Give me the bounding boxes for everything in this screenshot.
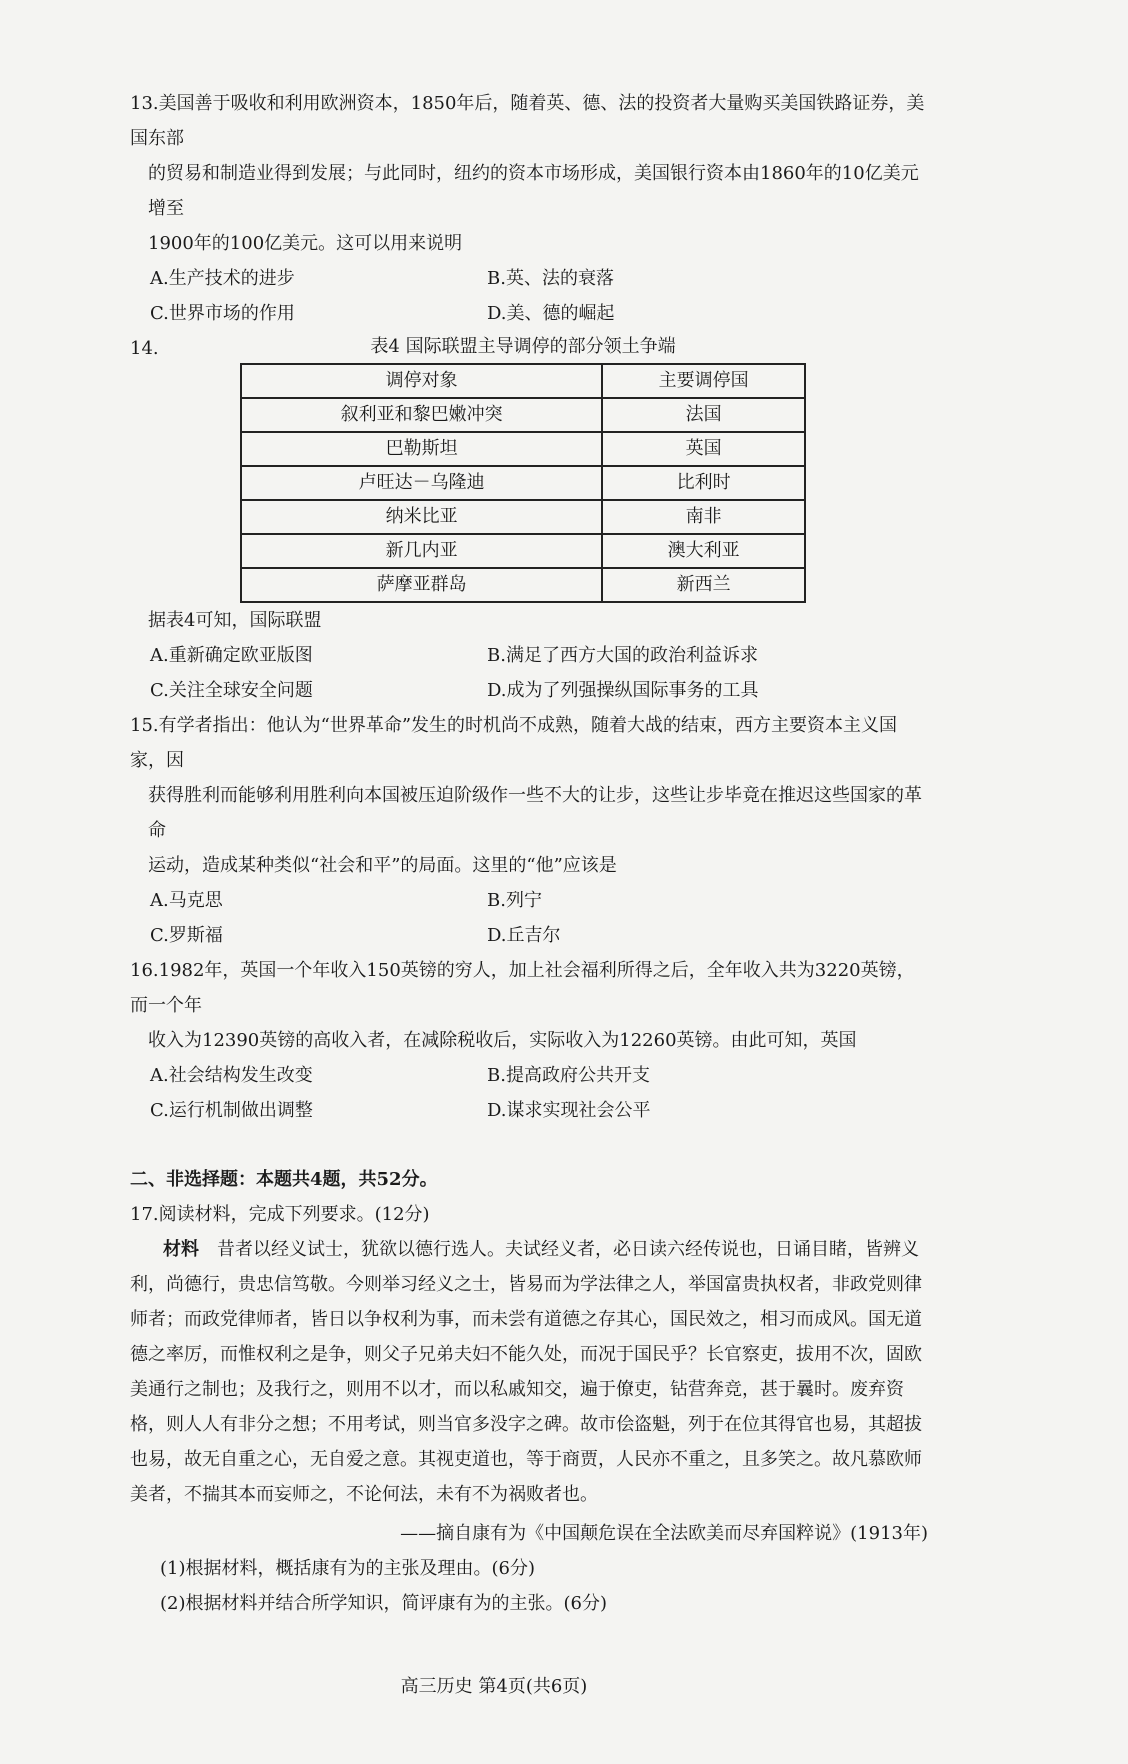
table-row [241, 534, 805, 568]
dispute-table [240, 363, 806, 603]
table-header-row [241, 364, 805, 398]
table-cell: 萨摩亚群岛 [241, 568, 602, 602]
q15-option-a: A.马克思 [150, 890, 223, 911]
table-row [241, 466, 805, 500]
q14-option-b: B.满足了西方大国的政治利益诉求 [487, 645, 758, 666]
table-cell: 卢旺达－乌隆迪 [241, 466, 602, 500]
q16-option-d: D.谋求实现社会公平 [487, 1100, 651, 1121]
section-heading: 二、非选择题：本题共4题，共52分。 [130, 1169, 438, 1190]
q16-option-c: C.运行机制做出调整 [150, 1100, 313, 1121]
material-line: 祸败者也。 [508, 1484, 598, 1505]
q13-option-b: B.英、法的衰落 [487, 268, 614, 289]
table-cell: 新西兰 [602, 568, 805, 602]
page-footer: 高三历史 第4页(共6页) [400, 1676, 588, 1697]
q15-options [130, 883, 928, 953]
q17-title: 17.阅读材料，完成下列要求。(12分) [130, 1204, 430, 1225]
table-row [241, 568, 805, 602]
material-source: ——摘自康有为《中国颠危误在全法欧美而尽弃国粹说》(1913年) [400, 1523, 928, 1544]
q16-option-b: B.提高政府公共开支 [487, 1065, 650, 1086]
table-header: 调停对象 [241, 364, 602, 398]
q13-line-3: 1900年的100亿美元。这可以用来说明 [148, 233, 463, 254]
material-label: 材料 [163, 1239, 199, 1260]
material-line: 党律师者，皆日以争权利为事，而未尝有道德之存其心，国民效之，相习而成风。国无道德之率厉，而惟权 [130, 1309, 922, 1365]
table-row [241, 398, 805, 432]
q13-options [130, 261, 928, 331]
table-container [240, 331, 806, 603]
table-cell: 澳大利亚 [602, 534, 805, 568]
q16-options [130, 1058, 928, 1128]
q16-option-a: A.社会结构发生改变 [150, 1065, 313, 1086]
q14-table-block [130, 331, 928, 603]
q15-line-2: 获得胜利而能够利用胜利向本国被压迫阶级作一些不大的让步，这些让步毕竟在推迟这些国家的革命 [148, 785, 922, 841]
table-cell: 法国 [602, 398, 805, 432]
q14-option-d: D.成为了列强操纵国际事务的工具 [487, 680, 759, 701]
table-row [241, 500, 805, 534]
table-cell: 比利时 [602, 466, 805, 500]
q15-option-b: B.列宁 [487, 890, 542, 911]
material-line: 则用不以才，而以私戚知交，遍于僚吏，钻营奔竞，甚于曩时。废弃资格，则人人有非分之想；不用考试， [130, 1379, 904, 1435]
q14-option-a: A.重新确定欧亚版图 [150, 645, 313, 666]
q15-line-3: 运动，造成某种类似“社会和平”的局面。这里的“他”应该是 [148, 855, 617, 876]
table-cell: 叙利亚和黎巴嫩冲突 [241, 398, 602, 432]
table-title: 表4 国际联盟主导调停的部分领土争端 [370, 336, 676, 357]
q17-sub-question-1: (1)根据材料，概括康有为的主张及理由。(6分) [160, 1558, 535, 1579]
material-line: 吏道也，等于商贾，人民亦不重之，且多笑之。故凡慕欧师美者，不揣其本而妄师之，不论何法，未有不为 [130, 1449, 922, 1505]
q16-line-2: 收入为12390英镑的高收入者，在减除税收后，实际收入为12260英镑。由此可知，英国 [148, 1030, 857, 1051]
material-line: 昔者以经义试士，犹欲以德行选人。夫试经义者，必日读六经传说也，日诵目睹，皆辨义利，尚 [130, 1239, 919, 1295]
q13-option-d: D.美、德的崛起 [487, 303, 615, 324]
table-cell: 英国 [602, 432, 805, 466]
material-line: 德行，贵忠信笃敬。今则举习经义之士，皆易而为学法律之人，举国富贵执权者，非政党则律师者；而政 [130, 1274, 922, 1330]
q13-option-a: A.生产技术的进步 [150, 268, 295, 289]
q13-line-2: 的贸易和制造业得到发展；与此同时，纽约的资本市场形成，美国银行资本由1860年的10亿美元增至 [148, 163, 919, 219]
q15-option-c: C.罗斯福 [150, 925, 223, 946]
material-line: 则当官多没字之碑。故市侩盗魁，列于在位其得官也易，其超拔也易，故无自重之心，无自爱之意。其视 [130, 1414, 922, 1470]
q15-line-1: 15.有学者指出：他认为“世界革命”发生的时机尚不成熟，随着大战的结束，西方主要资本主义国家，因 [130, 715, 898, 771]
table-header: 主要调停国 [602, 364, 805, 398]
q14-options [130, 638, 928, 708]
table-cell: 巴勒斯坦 [241, 432, 602, 466]
material-paragraph [130, 1232, 928, 1512]
table-row [241, 432, 805, 466]
material-line: 利之是争，则父子兄弟夫妇不能久处，而况于国民乎？长官察吏，拔用不次，固欧美通行之制也；及我行之， [130, 1344, 922, 1400]
table-cell: 纳米比亚 [241, 500, 602, 534]
q14-option-c: C.关注全球安全问题 [150, 680, 313, 701]
q13-option-c: C.世界市场的作用 [150, 303, 295, 324]
table-cell: 南非 [602, 500, 805, 534]
q15-option-d: D.丘吉尔 [487, 925, 561, 946]
table-cell: 新几内亚 [241, 534, 602, 568]
q14-number: 14. [130, 338, 159, 359]
q13-line-1: 13.美国善于吸收和利用欧洲资本，1850年后，随着英、德、法的投资者大量购买美国铁路证券，美国东部 [130, 93, 925, 149]
q17-sub-question-2: (2)根据材料并结合所学知识，简评康有为的主张。(6分) [160, 1593, 607, 1614]
q16-line-1: 16.1982年，英国一个年收入150英镑的穷人，加上社会福利所得之后，全年收入共为3220英镑，而一个年 [130, 960, 915, 1016]
q14-stem: 据表4可知，国际联盟 [148, 610, 322, 631]
